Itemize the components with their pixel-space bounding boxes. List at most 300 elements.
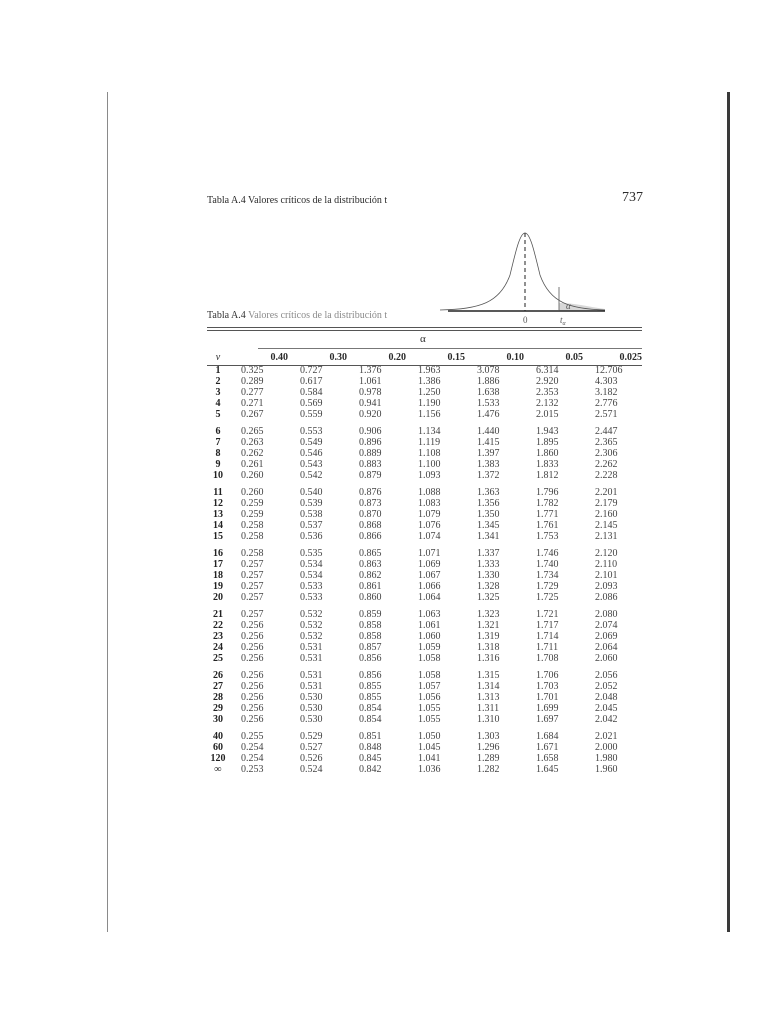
t-label xyxy=(560,315,567,327)
value-cell: 1.740 xyxy=(536,559,559,570)
value-cell: 1.055 xyxy=(418,703,441,714)
value-cell: 1.064 xyxy=(418,592,441,603)
value-cell: 2.132 xyxy=(536,398,559,409)
value-cell: 0.866 xyxy=(359,531,382,542)
value-cell: 1.383 xyxy=(477,459,500,470)
value-cell: 1.050 xyxy=(418,731,441,742)
value-cell: 2.052 xyxy=(595,681,618,692)
value-cell: 1.100 xyxy=(418,459,441,470)
value-cell: 1.771 xyxy=(536,509,559,520)
value-cell: 0.325 xyxy=(241,365,264,376)
value-cell: 1.041 xyxy=(418,753,441,764)
value-cell: 0.896 xyxy=(359,437,382,448)
value-cell: 0.553 xyxy=(300,426,323,437)
value-cell: 1.063 xyxy=(418,609,441,620)
table-row xyxy=(207,520,642,531)
value-cell: 2.056 xyxy=(595,670,618,681)
value-cell: 0.526 xyxy=(300,753,323,764)
value-cell: 1.860 xyxy=(536,448,559,459)
value-cell: 0.855 xyxy=(359,692,382,703)
value-cell: 1.061 xyxy=(418,620,441,631)
value-cell: 1.323 xyxy=(477,609,500,620)
value-cell: 0.254 xyxy=(241,753,264,764)
nu-cell: 22 xyxy=(213,620,223,631)
table-row xyxy=(207,681,642,692)
value-cell: 2.145 xyxy=(595,520,618,531)
value-cell: 1.714 xyxy=(536,631,559,642)
value-cell: 0.543 xyxy=(300,459,323,470)
value-cell: 0.263 xyxy=(241,437,264,448)
value-cell: 1.074 xyxy=(418,531,441,542)
value-cell: 1.058 xyxy=(418,653,441,664)
value-cell: 1.315 xyxy=(477,670,500,681)
value-cell: 0.584 xyxy=(300,387,323,398)
value-cell: 1.350 xyxy=(477,509,500,520)
table-row xyxy=(207,670,642,681)
value-cell: 1.058 xyxy=(418,670,441,681)
value-cell: 0.537 xyxy=(300,520,323,531)
value-cell: 1.071 xyxy=(418,548,441,559)
value-cell: 2.060 xyxy=(595,653,618,664)
top-rule-second xyxy=(207,330,642,331)
zero-label: 0 xyxy=(523,315,528,325)
nu-cell: 26 xyxy=(213,670,223,681)
value-cell: 1.060 xyxy=(418,631,441,642)
value-cell: 0.569 xyxy=(300,398,323,409)
value-cell: 1.376 xyxy=(359,365,382,376)
nu-cell: 4 xyxy=(215,398,221,409)
value-cell: 2.201 xyxy=(595,487,618,498)
table-row xyxy=(207,387,642,398)
table-row xyxy=(207,570,642,581)
alpha-header: α xyxy=(420,333,426,345)
value-cell: 1.045 xyxy=(418,742,441,753)
nu-cell: 24 xyxy=(213,642,223,653)
value-cell: 1.345 xyxy=(477,520,500,531)
value-cell: 0.267 xyxy=(241,409,264,420)
nu-cell: 18 xyxy=(213,570,223,581)
value-cell: 1.108 xyxy=(418,448,441,459)
value-cell: 1.319 xyxy=(477,631,500,642)
value-cell: 0.842 xyxy=(359,764,382,775)
value-cell: 2.131 xyxy=(595,531,618,542)
table-row xyxy=(207,559,642,570)
value-cell: 0.256 xyxy=(241,670,264,681)
value-cell: 0.535 xyxy=(300,548,323,559)
value-cell: 4.303 xyxy=(595,376,618,387)
nu-cell: 20 xyxy=(213,592,223,603)
t-label-subscript: α xyxy=(562,321,566,327)
value-cell: 0.889 xyxy=(359,448,382,459)
value-cell: 0.879 xyxy=(359,470,382,481)
value-cell: 1.119 xyxy=(418,437,441,448)
value-cell: 2.093 xyxy=(595,581,618,592)
value-cell: 2.228 xyxy=(595,470,618,481)
value-cell: 2.120 xyxy=(595,548,618,559)
value-cell: 0.533 xyxy=(300,581,323,592)
value-cell: 1.333 xyxy=(477,559,500,570)
value-cell: 0.540 xyxy=(300,487,323,498)
top-rule xyxy=(207,327,642,328)
value-cell: 0.865 xyxy=(359,548,382,559)
value-cell: 0.260 xyxy=(241,470,264,481)
value-cell: 0.870 xyxy=(359,509,382,520)
value-cell: 1.671 xyxy=(536,742,559,753)
value-cell: 0.538 xyxy=(300,509,323,520)
value-cell: 1.250 xyxy=(418,387,441,398)
nu-cell: 13 xyxy=(213,509,223,520)
nu-cell: 15 xyxy=(213,531,223,542)
nu-cell: 1 xyxy=(215,365,221,376)
table-row xyxy=(207,703,642,714)
value-cell: 1.721 xyxy=(536,609,559,620)
table-row xyxy=(207,609,642,620)
value-cell: 0.546 xyxy=(300,448,323,459)
value-cell: 0.859 xyxy=(359,609,382,620)
value-cell: 0.259 xyxy=(241,498,264,509)
value-cell: 0.906 xyxy=(359,426,382,437)
table-row xyxy=(207,531,642,542)
value-cell: 2.776 xyxy=(595,398,618,409)
value-cell: 2.074 xyxy=(595,620,618,631)
value-cell: 0.861 xyxy=(359,581,382,592)
value-cell: 2.306 xyxy=(595,448,618,459)
value-cell: 1.386 xyxy=(418,376,441,387)
page-number: 737 xyxy=(622,190,643,205)
table-row xyxy=(207,764,642,775)
value-cell: 0.256 xyxy=(241,703,264,714)
value-cell: 1.886 xyxy=(477,376,500,387)
value-cell: 0.529 xyxy=(300,731,323,742)
nu-cell: 120 xyxy=(210,753,226,764)
table-row xyxy=(207,592,642,603)
value-cell: 0.258 xyxy=(241,531,264,542)
table-row xyxy=(207,631,642,642)
value-cell: 0.854 xyxy=(359,703,382,714)
value-cell: 0.920 xyxy=(359,409,382,420)
value-cell: 0.527 xyxy=(300,742,323,753)
value-cell: 1.706 xyxy=(536,670,559,681)
nu-cell: 28 xyxy=(213,692,223,703)
value-cell: 1.067 xyxy=(418,570,441,581)
value-cell: 1.533 xyxy=(477,398,500,409)
value-cell: 1.156 xyxy=(418,409,441,420)
value-cell: 2.571 xyxy=(595,409,618,420)
value-cell: 1.325 xyxy=(477,592,500,603)
value-cell: 1.711 xyxy=(536,642,559,653)
page-left-edge xyxy=(107,92,108,932)
table-row xyxy=(207,470,642,481)
value-cell: 0.257 xyxy=(241,581,264,592)
alpha-column-header: 0.15 xyxy=(447,352,465,363)
t-label-main: t xyxy=(560,315,563,325)
table-row xyxy=(207,426,642,437)
value-cell: 0.845 xyxy=(359,753,382,764)
value-cell: 1.079 xyxy=(418,509,441,520)
value-cell: 1.310 xyxy=(477,714,500,725)
value-cell: 0.532 xyxy=(300,609,323,620)
value-cell: 1.734 xyxy=(536,570,559,581)
value-cell: 2.447 xyxy=(595,426,618,437)
value-cell: 1.761 xyxy=(536,520,559,531)
value-cell: 1.036 xyxy=(418,764,441,775)
value-cell: 0.534 xyxy=(300,570,323,581)
value-cell: 1.980 xyxy=(595,753,618,764)
value-cell: 0.256 xyxy=(241,681,264,692)
value-cell: 2.069 xyxy=(595,631,618,642)
value-cell: 0.848 xyxy=(359,742,382,753)
nu-cell: 19 xyxy=(213,581,223,592)
value-cell: 0.530 xyxy=(300,703,323,714)
value-cell: 1.725 xyxy=(536,592,559,603)
nu-cell: 23 xyxy=(213,631,223,642)
table-row xyxy=(207,487,642,498)
value-cell: 1.703 xyxy=(536,681,559,692)
value-cell: 0.862 xyxy=(359,570,382,581)
header-row xyxy=(207,350,642,365)
value-cell: 0.727 xyxy=(300,365,323,376)
value-cell: 6.314 xyxy=(536,365,559,376)
value-cell: 0.256 xyxy=(241,714,264,725)
value-cell: 0.530 xyxy=(300,714,323,725)
nu-cell: 11 xyxy=(213,487,223,498)
value-cell: 0.254 xyxy=(241,742,264,753)
value-cell: 1.746 xyxy=(536,548,559,559)
value-cell: 1.296 xyxy=(477,742,500,753)
value-cell: 2.179 xyxy=(595,498,618,509)
value-cell: 0.856 xyxy=(359,670,382,681)
table-row xyxy=(207,753,642,764)
value-cell: 0.256 xyxy=(241,620,264,631)
value-cell: 0.542 xyxy=(300,470,323,481)
value-cell: 1.316 xyxy=(477,653,500,664)
table-row xyxy=(207,459,642,470)
table-row xyxy=(207,742,642,753)
value-cell: 1.796 xyxy=(536,487,559,498)
alpha-column-header: 0.05 xyxy=(565,352,583,363)
value-cell: 2.101 xyxy=(595,570,618,581)
value-cell: 0.257 xyxy=(241,609,264,620)
value-cell: 1.697 xyxy=(536,714,559,725)
value-cell: 0.873 xyxy=(359,498,382,509)
alpha-area-label: α xyxy=(566,301,571,311)
table-row xyxy=(207,409,642,420)
value-cell: 0.531 xyxy=(300,670,323,681)
value-cell: 1.330 xyxy=(477,570,500,581)
table-row xyxy=(207,642,642,653)
value-cell: 1.363 xyxy=(477,487,500,498)
value-cell: 1.083 xyxy=(418,498,441,509)
value-cell: 2.042 xyxy=(595,714,618,725)
value-cell: 0.868 xyxy=(359,520,382,531)
value-cell: 1.088 xyxy=(418,487,441,498)
value-cell: 1.055 xyxy=(418,714,441,725)
alpha-column-header: 0.025 xyxy=(619,352,642,363)
value-cell: 1.066 xyxy=(418,581,441,592)
value-cell: 2.353 xyxy=(536,387,559,398)
nu-cell: 25 xyxy=(213,653,223,664)
value-cell: 1.638 xyxy=(477,387,500,398)
nu-cell: 29 xyxy=(213,703,223,714)
critical-values-table xyxy=(207,350,642,775)
value-cell: 0.857 xyxy=(359,642,382,653)
value-cell: 1.061 xyxy=(359,376,382,387)
value-cell: 0.531 xyxy=(300,642,323,653)
value-cell: 0.531 xyxy=(300,653,323,664)
value-cell: 1.960 xyxy=(595,764,618,775)
alpha-column-header: 0.20 xyxy=(388,352,406,363)
nu-cell: 30 xyxy=(213,714,223,725)
value-cell: 1.093 xyxy=(418,470,441,481)
table-row xyxy=(207,620,642,631)
value-cell: 0.277 xyxy=(241,387,264,398)
value-cell: 0.539 xyxy=(300,498,323,509)
value-cell: 0.851 xyxy=(359,731,382,742)
value-cell: 0.559 xyxy=(300,409,323,420)
value-cell: 1.282 xyxy=(477,764,500,775)
value-cell: 1.699 xyxy=(536,703,559,714)
value-cell: 2.021 xyxy=(595,731,618,742)
value-cell: 1.963 xyxy=(418,365,441,376)
value-cell: 1.708 xyxy=(536,653,559,664)
table-row xyxy=(207,498,642,509)
table-row xyxy=(207,365,642,376)
value-cell: 1.069 xyxy=(418,559,441,570)
table-row xyxy=(207,731,642,742)
nu-cell: 60 xyxy=(213,742,223,753)
table-caption xyxy=(207,310,387,321)
value-cell: 1.289 xyxy=(477,753,500,764)
value-cell: 0.265 xyxy=(241,426,264,437)
value-cell: 1.303 xyxy=(477,731,500,742)
value-cell: 1.318 xyxy=(477,642,500,653)
caption-text: Valores críticos de la distribución t xyxy=(248,310,388,321)
table-row xyxy=(207,509,642,520)
table-row xyxy=(207,714,642,725)
value-cell: 12.706 xyxy=(595,365,623,376)
value-cell: 1.833 xyxy=(536,459,559,470)
nu-cell: 27 xyxy=(213,681,223,692)
value-cell: 0.531 xyxy=(300,681,323,692)
value-cell: 0.256 xyxy=(241,653,264,664)
value-cell: 0.863 xyxy=(359,559,382,570)
nu-cell: 17 xyxy=(213,559,223,570)
value-cell: 2.048 xyxy=(595,692,618,703)
value-cell: 2.086 xyxy=(595,592,618,603)
value-cell: 1.658 xyxy=(536,753,559,764)
value-cell: 0.261 xyxy=(241,459,264,470)
value-cell: 1.812 xyxy=(536,470,559,481)
nu-cell: 5 xyxy=(215,409,221,420)
value-cell: 1.057 xyxy=(418,681,441,692)
table-row xyxy=(207,437,642,448)
value-cell: 0.856 xyxy=(359,653,382,664)
value-cell: 0.259 xyxy=(241,509,264,520)
value-cell: 2.365 xyxy=(595,437,618,448)
table-row xyxy=(207,581,642,592)
value-cell: 0.257 xyxy=(241,570,264,581)
value-cell: 0.530 xyxy=(300,692,323,703)
value-cell: 1.717 xyxy=(536,620,559,631)
value-cell: 0.858 xyxy=(359,631,382,642)
value-cell: 0.257 xyxy=(241,559,264,570)
value-cell: 0.257 xyxy=(241,592,264,603)
value-cell: 1.059 xyxy=(418,642,441,653)
value-cell: 1.782 xyxy=(536,498,559,509)
nu-cell: 8 xyxy=(215,448,221,459)
value-cell: 2.262 xyxy=(595,459,618,470)
table-row xyxy=(207,692,642,703)
density-curve xyxy=(440,233,605,310)
nu-cell: 2 xyxy=(215,376,221,387)
value-cell: 0.617 xyxy=(300,376,323,387)
value-cell: 1.415 xyxy=(477,437,500,448)
value-cell: 1.645 xyxy=(536,764,559,775)
value-cell: 0.255 xyxy=(241,731,264,742)
nu-cell: 6 xyxy=(215,426,221,437)
nu-cell: 21 xyxy=(213,609,223,620)
value-cell: 0.258 xyxy=(241,548,264,559)
value-cell: 1.701 xyxy=(536,692,559,703)
value-cell: 1.328 xyxy=(477,581,500,592)
value-cell: 1.943 xyxy=(536,426,559,437)
value-cell: 0.855 xyxy=(359,681,382,692)
value-cell: 2.110 xyxy=(595,559,618,570)
value-cell: 2.160 xyxy=(595,509,618,520)
value-cell: 2.064 xyxy=(595,642,618,653)
value-cell: 1.134 xyxy=(418,426,441,437)
value-cell: 1.311 xyxy=(477,703,500,714)
value-cell: 0.256 xyxy=(241,692,264,703)
caption-label: Tabla A.4 xyxy=(207,310,246,321)
value-cell: 1.314 xyxy=(477,681,500,692)
value-cell: 1.190 xyxy=(418,398,441,409)
value-cell: 0.536 xyxy=(300,531,323,542)
nu-cell: 7 xyxy=(215,437,221,448)
table-row xyxy=(207,376,642,387)
value-cell: 0.533 xyxy=(300,592,323,603)
nu-column-header: v xyxy=(215,352,221,363)
value-cell: 2.045 xyxy=(595,703,618,714)
value-cell: 0.271 xyxy=(241,398,264,409)
value-cell: 0.256 xyxy=(241,642,264,653)
alpha-rule xyxy=(258,348,642,349)
value-cell: 1.341 xyxy=(477,531,500,542)
t-distribution-figure xyxy=(440,225,620,327)
value-cell: 1.313 xyxy=(477,692,500,703)
value-cell: 0.262 xyxy=(241,448,264,459)
value-cell: 1.895 xyxy=(536,437,559,448)
value-cell: 0.253 xyxy=(241,764,264,775)
running-head: Tabla A.4 Valores críticos de la distribución t xyxy=(207,195,388,206)
value-cell: 0.532 xyxy=(300,620,323,631)
nu-cell: 40 xyxy=(213,731,223,742)
nu-cell: 9 xyxy=(215,459,221,470)
value-cell: 2.000 xyxy=(595,742,618,753)
alpha-column-header: 0.10 xyxy=(506,352,524,363)
value-cell: 0.883 xyxy=(359,459,382,470)
value-cell: 0.289 xyxy=(241,376,264,387)
value-cell: 1.476 xyxy=(477,409,500,420)
table-row xyxy=(207,653,642,664)
alpha-column-header: 0.40 xyxy=(270,352,288,363)
value-cell: 0.941 xyxy=(359,398,382,409)
value-cell: 0.876 xyxy=(359,487,382,498)
table-row xyxy=(207,548,642,559)
value-cell: 1.440 xyxy=(477,426,500,437)
value-cell: 0.258 xyxy=(241,520,264,531)
value-cell: 0.858 xyxy=(359,620,382,631)
